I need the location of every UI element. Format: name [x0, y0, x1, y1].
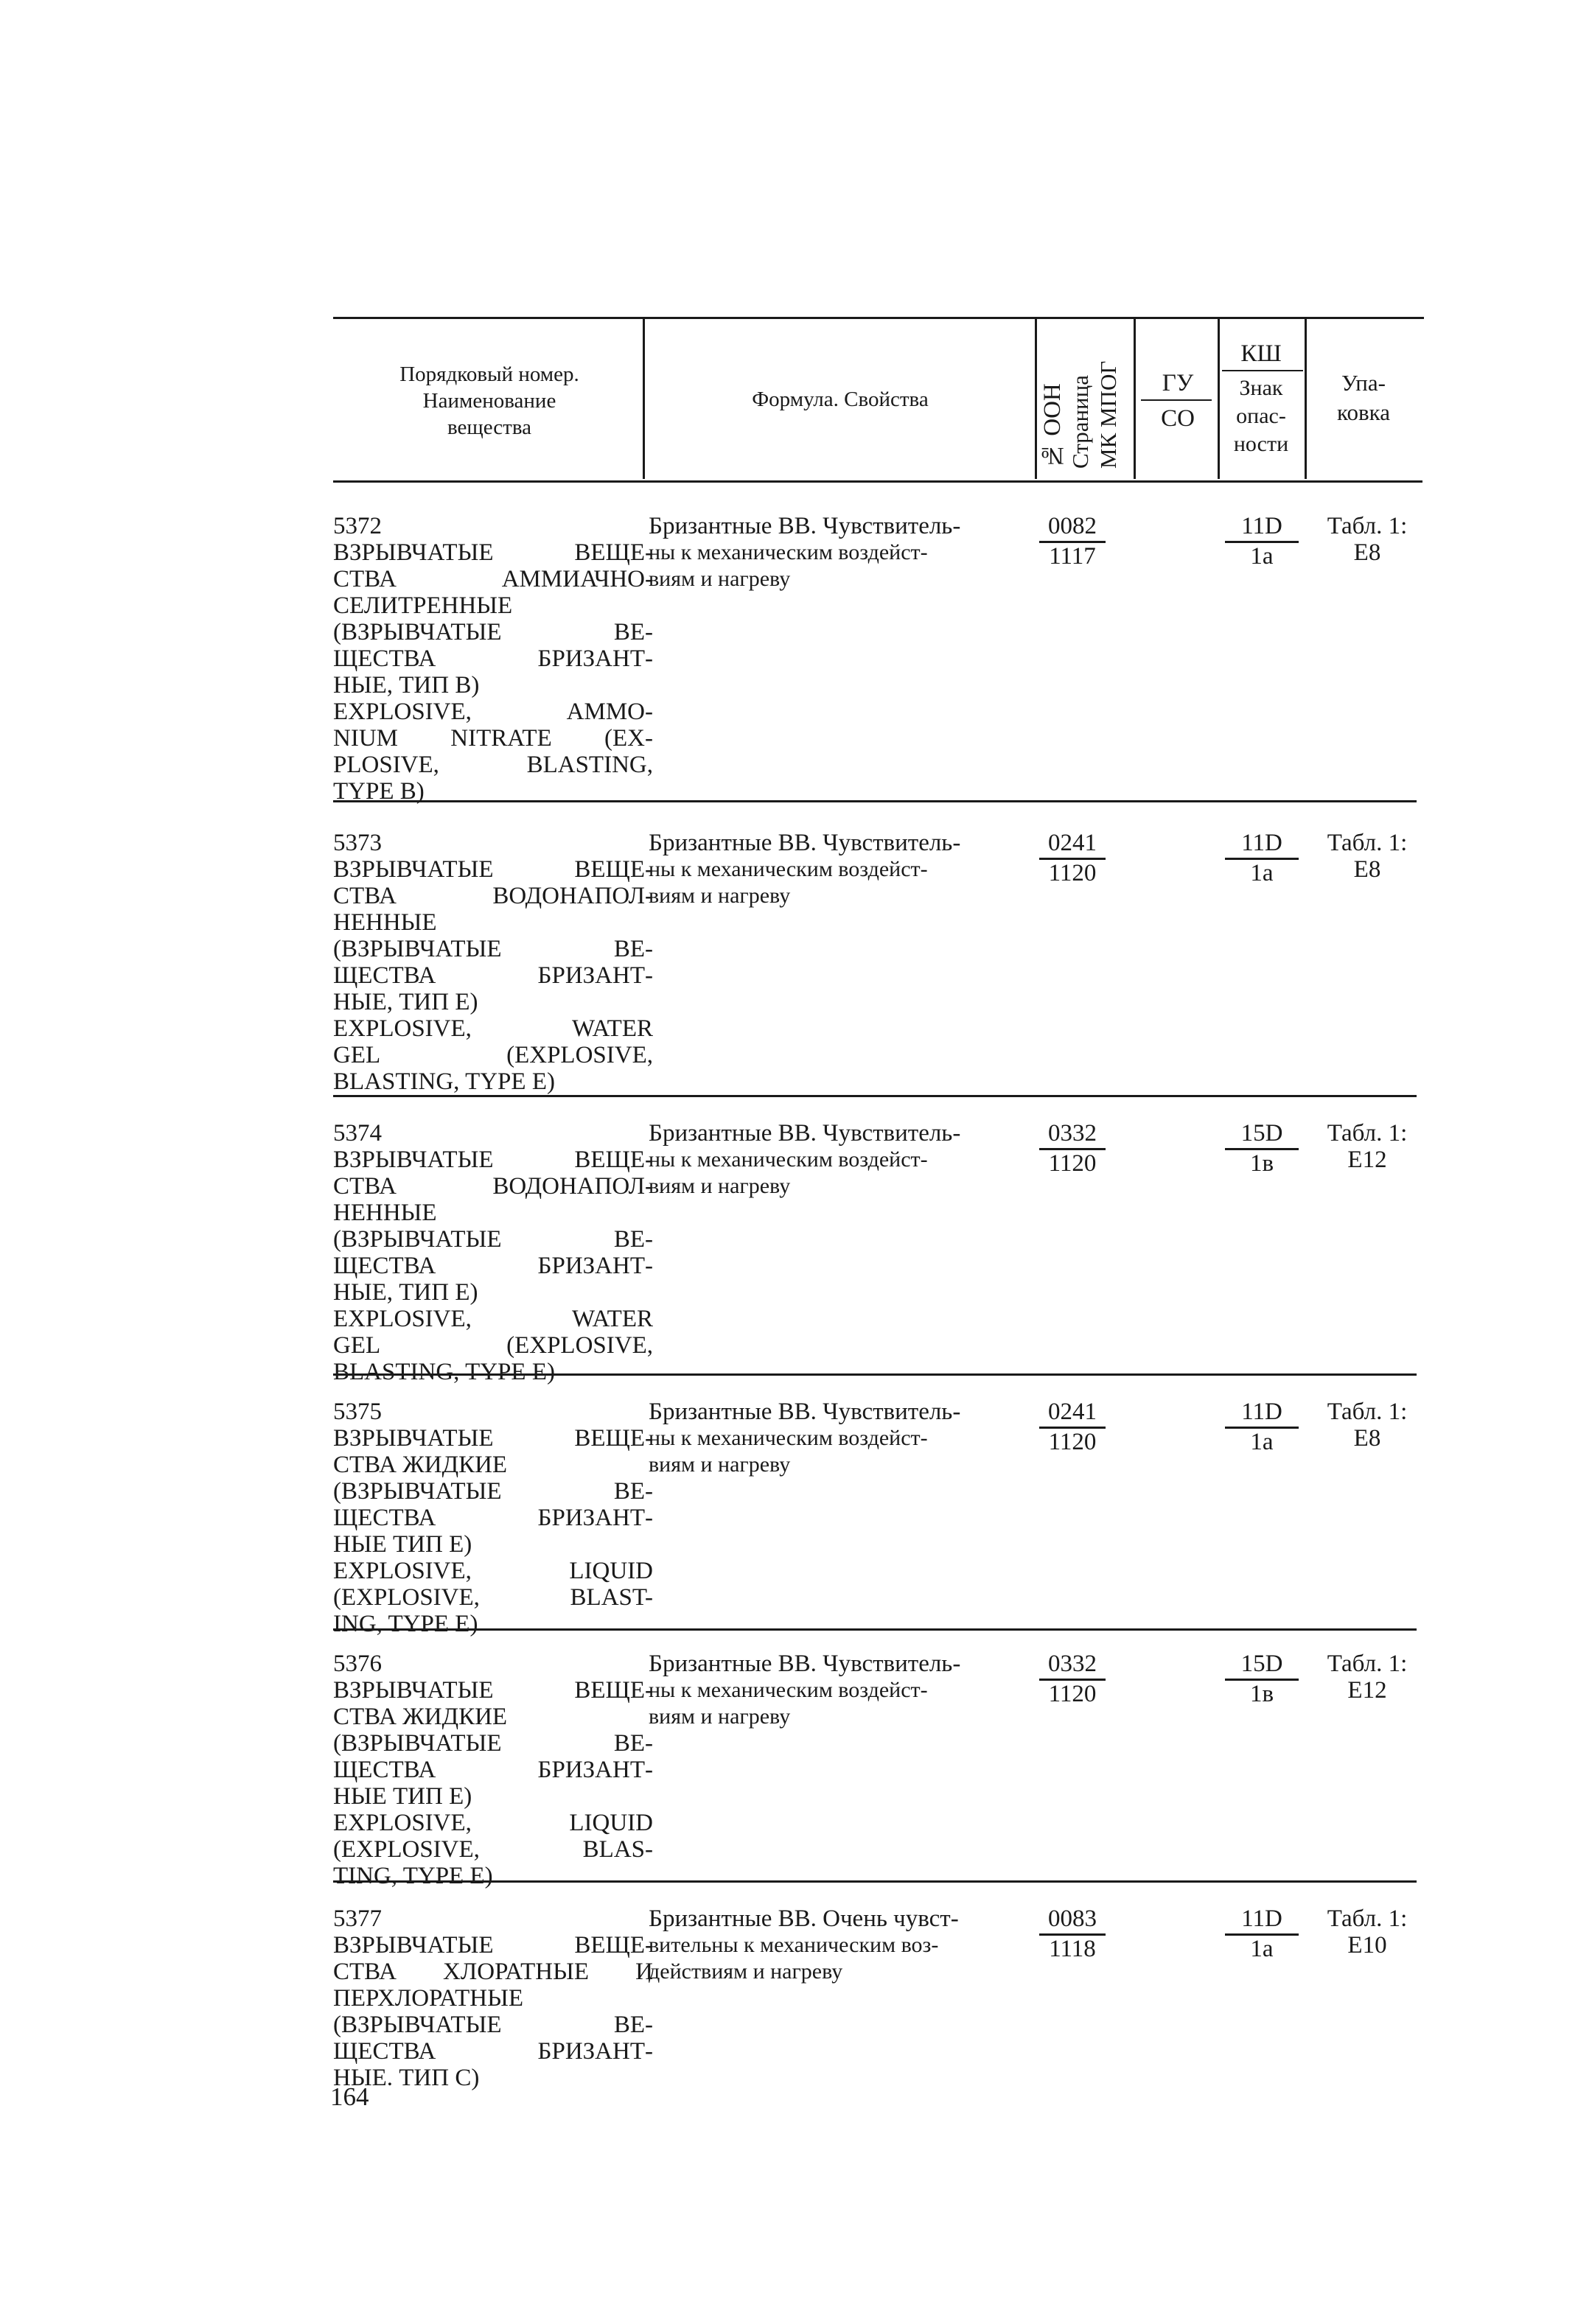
entry-name-line: ЩЕСТВА БРИЗАНТ-: [333, 1505, 653, 1531]
entry-number: 5376: [333, 1651, 382, 1677]
page-number: 164: [330, 2082, 369, 2111]
entry-name-line: (EXPLOSIVE, BLAS-: [333, 1836, 653, 1863]
header-sign: [1221, 374, 1302, 458]
entry-packing-table: Табл. 1:: [1327, 1399, 1408, 1425]
entry-name-line: BLASTING, TYPE E): [333, 1068, 555, 1095]
entry-name-line: ВЗРЫВЧАТЫЕ ВЕЩЕ-: [333, 1147, 653, 1173]
entry-name-line: ВЗРЫВЧАТЫЕ ВЕЩЕ-: [333, 1932, 653, 1959]
entry-un-number: 0332: [1039, 1651, 1106, 1681]
entry-mk-page: 1118: [1049, 1936, 1096, 1962]
entry-name-line: (ВЗРЫВЧАТЫЕ ВЕ-: [333, 2012, 653, 2038]
entry-name-line: ЩЕСТВА БРИЗАНТ-: [333, 1757, 653, 1783]
entry-name-line: ING, TYPE E): [333, 1611, 478, 1637]
entry-name-line: СЕЛИТРЕННЫЕ: [333, 592, 513, 619]
entry-packing-code: E8: [1353, 539, 1381, 566]
entry-number: 5372: [333, 513, 382, 539]
entry-number: 5373: [333, 830, 382, 856]
entry-name-line: СТВА ЖИДКИЕ: [333, 1704, 508, 1730]
entry-name-line: (ВЗРЫВЧАТЫЕ ВЕ-: [333, 1226, 653, 1253]
entry-name-line: НЫЕ ТИП Е): [333, 1783, 472, 1810]
entry-danger-sign: 1в: [1249, 1150, 1274, 1177]
entry-packing-table: Табл. 1:: [1327, 1651, 1408, 1677]
entry-name-line: СТВА ВОДОНАПОЛ-: [333, 883, 653, 909]
entry-packing: [1312, 513, 1422, 566]
entry-un-number: 0241: [1039, 830, 1106, 860]
entry-name-line: НЫЕ, ТИП В): [333, 672, 480, 699]
entry-un-number: 0082: [1039, 513, 1106, 543]
entry-property-line: вительны к механическим воз-: [649, 1933, 939, 1957]
entry-packing: [1312, 1399, 1422, 1452]
header-name-line-2: Наименование: [422, 389, 556, 413]
header-name-line-1: Порядковый номер.: [399, 363, 579, 386]
entry-name-line: НЫЕ. ТИП С): [333, 2065, 480, 2091]
entry-name: [333, 1147, 653, 1385]
entry-ksh-sign: [1225, 830, 1299, 886]
entry-name-line: НЫЕ, ТИП Е): [333, 989, 478, 1015]
entry-un-page: [1039, 513, 1106, 570]
entry-danger-sign: 1a: [1250, 860, 1274, 886]
entry-property-line: Бризантные ВВ. Чувствитель-: [649, 1651, 961, 1677]
header-name-column: [341, 361, 638, 441]
header-pack-line-1: Упа-: [1341, 370, 1386, 396]
entry-name-line: СТВА АММИАЧНО-: [333, 566, 653, 592]
entry-property-line: ны к механическим воздейст-: [649, 857, 928, 881]
header-divider-1: [643, 318, 645, 479]
entry-name-line: NIUM NITRATE (EX-: [333, 725, 653, 752]
entry-name-line: СТВА ВОДОНАПОЛ-: [333, 1173, 653, 1200]
entry-name-line: ЩЕСТВА БРИЗАНТ-: [333, 645, 653, 672]
header-divider-2: [1035, 318, 1037, 479]
entry-number: 5374: [333, 1120, 382, 1147]
entry-packing-table: Табл. 1:: [1327, 1120, 1408, 1147]
header-sign-line-1: Знак: [1239, 376, 1283, 400]
entry-mk-page: 1120: [1048, 860, 1097, 886]
entry-packing-table: Табл. 1:: [1327, 830, 1408, 856]
entry-name-line: ЩЕСТВА БРИЗАНТ-: [333, 2038, 653, 2065]
entry-mk-page: 1120: [1048, 1150, 1097, 1177]
entry-name-line: (ВЗРЫВЧАТЫЕ ВЕ-: [333, 1478, 653, 1505]
header-ksh-divider: [1222, 370, 1303, 371]
header-divider-3: [1134, 318, 1136, 479]
entry-ksh: 15D: [1225, 1120, 1299, 1150]
entry-name-line: (ВЗРЫВЧАТЫЕ ВЕ-: [333, 936, 653, 962]
entry-name-line: (ВЗРЫВЧАТЫЕ ВЕ-: [333, 619, 653, 645]
entry-property-line: виям и нагреву: [649, 883, 791, 908]
entry-un-page: [1039, 1651, 1106, 1707]
entry-name-line: СТВА ЖИДКИЕ: [333, 1452, 508, 1478]
entry-property-line: действиям и нагреву: [649, 1959, 843, 1984]
header-co: СО: [1161, 405, 1195, 432]
entry-mk-page: 1120: [1048, 1681, 1097, 1707]
entry-name-line: EXPLOSIVE, WATER: [333, 1306, 653, 1332]
entry-name-line: EXPLOSIVE, AMMO-: [333, 699, 653, 725]
entry-number: 5375: [333, 1399, 382, 1425]
entry-property-line: ны к механическим воздейст-: [649, 1426, 928, 1450]
entry-name-line: НЫЕ ТИП Е): [333, 1531, 472, 1558]
entry-packing-code: E12: [1347, 1147, 1387, 1173]
entry-name-line: EXPLOSIVE, LIQUID: [333, 1810, 653, 1836]
entry-danger-sign: 1в: [1249, 1681, 1274, 1707]
entry-danger-sign: 1a: [1250, 1936, 1274, 1962]
entry-name-line: ВЗРЫВЧАТЫЕ ВЕЩЕ-: [333, 1677, 653, 1704]
entry-property-line: ны к механическим воздейст-: [649, 1678, 928, 1702]
entry-property-line: Бризантные ВВ. Очень чувст-: [649, 1905, 959, 1932]
entry-packing-table: Табл. 1:: [1327, 513, 1408, 539]
entry-name-line: TYPE B): [333, 778, 425, 805]
entry-ksh: 11D: [1225, 1905, 1299, 1936]
entry-ksh: 15D: [1225, 1651, 1299, 1681]
entry-name-line: ВЗРЫВЧАТЫЕ ВЕЩЕ-: [333, 1425, 653, 1452]
header-page-line-1: Страница: [1067, 375, 1093, 469]
table-top-rule: [333, 317, 1424, 319]
entry-mk-page: 1120: [1048, 1429, 1097, 1455]
entry-property-line: виям и нагреву: [649, 1704, 791, 1729]
entry-packing-code: E12: [1347, 1677, 1387, 1704]
header-pack: [1312, 368, 1415, 427]
entry-name-line: НЕННЫЕ: [333, 909, 437, 936]
entry-property-line: Бризантные ВВ. Чувствитель-: [649, 1399, 961, 1425]
entry-name-line: BLASTING, TYPE E): [333, 1359, 555, 1385]
entry-packing-code: E8: [1353, 1425, 1381, 1452]
entry-un-number: 0332: [1039, 1120, 1106, 1150]
header-divider-5: [1305, 318, 1307, 479]
entry-mk-page: 1117: [1049, 543, 1096, 570]
entry-name-line: СТВА ХЛОРАТНЫЕ И: [333, 1959, 653, 1985]
entry-un-number: 0083: [1039, 1905, 1106, 1936]
header-bottom-rule: [333, 480, 1422, 483]
entry-name-line: ЩЕСТВА БРИЗАНТ-: [333, 1253, 653, 1279]
entry-ksh-sign: [1225, 1120, 1299, 1177]
row-separator-2: [333, 1095, 1417, 1097]
header-name-line-3: вещества: [447, 416, 532, 439]
entry-un-page: [1039, 1905, 1106, 1962]
entry-property-line: Бризантные ВВ. Чувствитель-: [649, 513, 961, 539]
entry-name-line: ВЗРЫВЧАТЫЕ ВЕЩЕ-: [333, 856, 653, 883]
entry-name: [333, 1932, 653, 2091]
entry-ksh-sign: [1225, 513, 1299, 570]
entry-name-line: PLOSIVE, BLASTING,: [333, 752, 653, 778]
entry-ksh: 11D: [1225, 1399, 1299, 1429]
entry-property-line: ны к механическим воздейст-: [649, 540, 928, 564]
header-un-number: № ООН: [1039, 383, 1066, 469]
entry-property-line: виям и нагреву: [649, 1174, 791, 1198]
entry-ksh-sign: [1225, 1651, 1299, 1707]
entry-property-line: Бризантные ВВ. Чувствитель-: [649, 1120, 961, 1147]
header-sign-line-2: опас-: [1236, 404, 1286, 428]
entry-un-page: [1039, 830, 1106, 886]
entry-packing: [1312, 1905, 1422, 1959]
entry-name-line: EXPLOSIVE, LIQUID: [333, 1558, 653, 1584]
entry-property-line: виям и нагреву: [649, 567, 791, 591]
entry-name-line: НЫЕ, ТИП Е): [333, 1279, 478, 1306]
entry-name-line: ВЗРЫВЧАТЫЕ ВЕЩЕ-: [333, 539, 653, 566]
header-gu: ГУ: [1162, 370, 1194, 396]
entry-property-line: Бризантные ВВ. Чувствитель-: [649, 830, 961, 856]
entry-name-line: ЩЕСТВА БРИЗАНТ-: [333, 962, 653, 989]
entry-name-line: (ВЗРЫВЧАТЫЕ ВЕ-: [333, 1730, 653, 1757]
entry-name: [333, 1425, 653, 1637]
entry-number: 5377: [333, 1905, 382, 1932]
entry-name-line: (EXPLOSIVE, BLAST-: [333, 1584, 653, 1611]
header-ksh: КШ: [1240, 340, 1282, 367]
entry-ksh-sign: [1225, 1399, 1299, 1455]
entry-packing-table: Табл. 1:: [1327, 1905, 1408, 1932]
entry-name: [333, 539, 653, 805]
entry-name-line: GEL (EXPLOSIVE,: [333, 1332, 653, 1359]
entry-danger-sign: 1a: [1250, 543, 1274, 570]
header-pack-line-2: ковка: [1337, 399, 1390, 425]
entry-name: [333, 856, 653, 1095]
header-divider-4: [1218, 318, 1220, 479]
entry-name-line: ПЕРХЛОРАТНЫЕ: [333, 1985, 524, 2012]
entry-name-line: НЕННЫЕ: [333, 1200, 437, 1226]
entry-packing-code: E10: [1347, 1932, 1387, 1959]
entry-un-page: [1039, 1399, 1106, 1455]
entry-packing: [1312, 1651, 1422, 1704]
entry-name-line: EXPLOSIVE, WATER: [333, 1015, 653, 1042]
entry-packing: [1312, 830, 1422, 883]
header-page-line-2: МК МПОГ: [1095, 360, 1121, 469]
header-formula-column: Формула. Свойства: [752, 388, 929, 411]
header-sign-line-3: ности: [1233, 432, 1289, 456]
entry-danger-sign: 1a: [1250, 1429, 1274, 1455]
entry-name-line: GEL (EXPLOSIVE,: [333, 1042, 653, 1068]
entry-property-line: виям и нагреву: [649, 1452, 791, 1477]
entry-packing-code: E8: [1353, 856, 1381, 883]
entry-un-page: [1039, 1120, 1106, 1177]
entry-packing: [1312, 1120, 1422, 1173]
entry-ksh: 11D: [1225, 513, 1299, 543]
entry-ksh-sign: [1225, 1905, 1299, 1962]
entry-name-line: TING, TYPE E): [333, 1863, 493, 1889]
header-gu-divider: [1141, 399, 1212, 401]
entry-name: [333, 1677, 653, 1889]
entry-un-number: 0241: [1039, 1399, 1106, 1429]
entry-property-line: ны к механическим воздейст-: [649, 1147, 928, 1172]
entry-ksh: 11D: [1225, 830, 1299, 860]
